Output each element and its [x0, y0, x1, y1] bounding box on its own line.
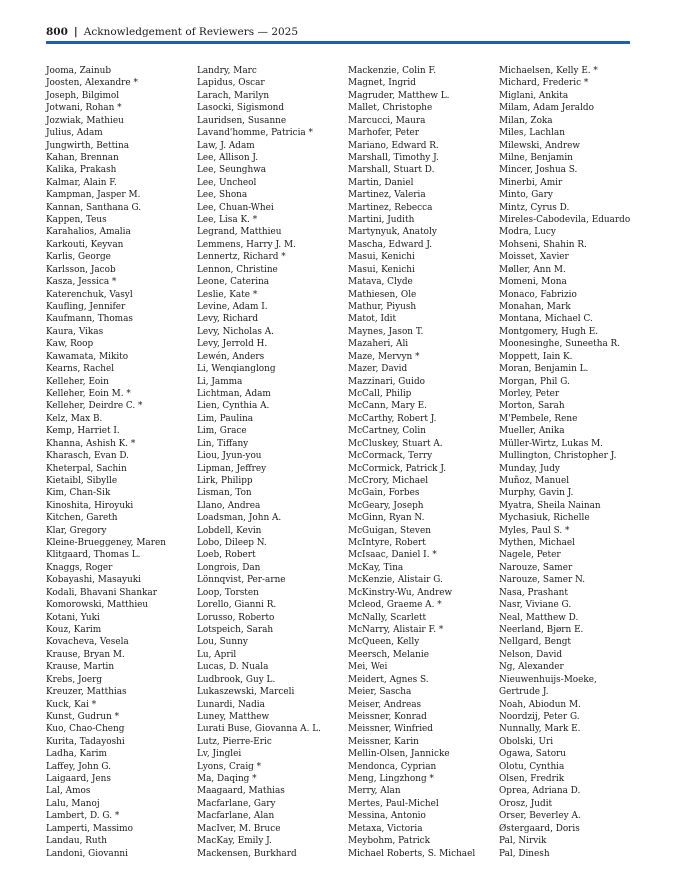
- reviewer-name: McNarry, Alistair F. *: [348, 624, 444, 635]
- reviewer-name: Mazzinari, Guido: [348, 376, 425, 387]
- reviewer-name: Maynes, Jason T.: [348, 326, 424, 337]
- reviewer-name: Lin, Tiffany: [197, 438, 249, 449]
- reviewer-name: Kampman, Jasper M.: [46, 190, 141, 201]
- reviewer-name: Lichtman, Adam: [197, 388, 271, 399]
- reviewer-name: Minto, Gary: [499, 190, 553, 201]
- reviewer-name: Michard, Frederic *: [499, 78, 589, 89]
- reviewer-name: Law, J. Adam: [197, 140, 255, 151]
- reviewer-name: Macfarlane, Alan: [197, 811, 275, 822]
- reviewer-name: Mincer, Joshua S.: [499, 165, 578, 176]
- reviewer-name: Milewski, Andrew: [499, 140, 580, 151]
- reviewer-name: Muñoz, Manuel: [499, 475, 570, 486]
- reviewer-name: Murphy, Gavin J.: [499, 488, 574, 499]
- reviewer-name: Momeni, Mona: [499, 277, 567, 288]
- reviewer-name: Lobo, Dileep N.: [197, 538, 267, 549]
- reviewer-name: Michaelsen, Kelly E. *: [499, 66, 598, 76]
- reviewer-name: Loeb, Robert: [197, 550, 256, 561]
- header-rule: [46, 41, 630, 44]
- reviewer-name: Lasocki, Sigismond: [197, 103, 285, 114]
- reviewer-name: Krause, Martin: [46, 662, 115, 673]
- reviewer-name: Kemp, Harriet I.: [46, 426, 120, 437]
- reviewer-name: Kovacheva, Vesela: [46, 637, 129, 648]
- reviewer-name: McGeary, Joseph: [348, 500, 424, 511]
- reviewer-name: Kaw, Roop: [46, 339, 94, 350]
- reviewer-name: McGain, Forbes: [348, 488, 420, 499]
- reviewer-name: Ng, Alexander: [499, 662, 564, 673]
- reviewer-name: Kodali, Bhavani Shankar: [46, 587, 157, 598]
- reviewer-name: Mathur, Piyush: [348, 302, 417, 313]
- reviewer-name: Llano, Andrea: [197, 500, 261, 511]
- reviewer-name: Kaufmann, Thomas: [46, 314, 133, 325]
- reviewer-name: Lee, Shona: [197, 190, 248, 201]
- reviewer-name: Myatra, Sheila Nainan: [499, 500, 601, 511]
- running-header: [46, 23, 630, 41]
- reviewer-name: Meersch, Melanie: [348, 649, 429, 660]
- reviewer-name: Jotwani, Rohan *: [46, 103, 122, 114]
- reviewer-name: Moran, Benjamin L.: [499, 364, 589, 375]
- reviewer-name: Minerbi, Amir: [499, 177, 563, 188]
- reviewer-name: Kappen, Teus: [46, 215, 107, 226]
- reviewer-name: Moonesinghe, Suneetha R.: [499, 339, 621, 350]
- reviewer-name: Nagele, Peter: [499, 550, 561, 561]
- reviewer-name: Morgan, Phil G.: [499, 376, 570, 387]
- reviewer-name: Meissner, Winfried: [348, 724, 433, 735]
- reviewer-name: Kurita, Tadayoshi: [46, 736, 125, 747]
- reviewer-name: McQueen, Kelly: [348, 637, 420, 648]
- reviewer-name: Mariano, Edward R.: [348, 140, 439, 151]
- reviewer-name: Miglani, Ankita: [499, 90, 569, 101]
- reviewer-name: Mireles-Cabodevila, Eduardo: [499, 215, 631, 226]
- reviewer-name: Katerenchuk, Vasyl: [46, 289, 133, 300]
- reviewer-name: Milne, Benjamin: [499, 152, 573, 163]
- reviewer-name: Mertes, Paul-Michel: [348, 798, 439, 809]
- page-number: 800: [46, 26, 68, 38]
- reviewer-name: McCartney, Colin: [348, 426, 426, 437]
- reviewer-name: Lavand'homme, Patricia *: [197, 128, 313, 139]
- reviewer-name: Nasa, Prashant: [499, 587, 568, 598]
- reviewer-column-2: [197, 65, 349, 860]
- reviewer-name: Mythen, Michael: [499, 538, 575, 549]
- reviewer-name: Landry, Marc: [197, 66, 257, 76]
- reviewer-name: Olsen, Fredrik: [499, 774, 565, 785]
- reviewer-name: Komorowski, Matthieu: [46, 600, 149, 611]
- reviewer-name: Lee, Chuan-Whei: [197, 202, 274, 213]
- header-separator: |: [73, 26, 78, 38]
- reviewer-name: Li, Jamma: [197, 376, 243, 387]
- reviewer-name: Meier, Sascha: [348, 687, 412, 698]
- reviewer-name: Leone, Caterina: [197, 277, 270, 288]
- reviewer-name: McKinstry-Wu, Andrew: [348, 587, 453, 598]
- reviewer-name: McCall, Philip: [348, 388, 412, 399]
- reviewer-name: McCormack, Terry: [348, 451, 433, 462]
- reviewer-name: Mullington, Christopher J.: [499, 451, 617, 462]
- reviewer-name: Martinez, Valeria: [348, 190, 426, 201]
- reviewer-name: Lorello, Gianni R.: [197, 600, 277, 611]
- reviewer-name: Lien, Cynthia A.: [197, 401, 270, 412]
- reviewer-name: Meidert, Agnes S.: [348, 674, 429, 685]
- reviewer-name: McIntyre, Robert: [348, 538, 426, 549]
- reviewer-name: Magnet, Ingrid: [348, 78, 416, 89]
- reviewer-name: Jooma, Zainub: [46, 66, 112, 76]
- reviewer-name: Nieuwenhuijs-Moeke,: [499, 674, 597, 685]
- reviewer-name: Noah, Abiodun M.: [499, 699, 581, 710]
- reviewer-name: M'Pembele, Rene: [499, 413, 578, 424]
- reviewer-name: Mathiesen, Ole: [348, 289, 417, 300]
- reviewer-name: Lee, Allison J.: [197, 152, 259, 163]
- reviewer-name: Mcleod, Graeme A. *: [348, 600, 442, 611]
- reviewer-name: Mallet, Christophe: [348, 103, 433, 114]
- reviewer-name: Lapidus, Oscar: [197, 78, 265, 89]
- reviewer-columns: [46, 65, 646, 875]
- reviewer-name: Milam, Adam Jeraldo: [499, 103, 594, 114]
- reviewer-name: Klar, Gregory: [46, 525, 107, 536]
- reviewer-name: Kietaibl, Sibylle: [46, 475, 118, 486]
- reviewer-name: Karlsson, Jacob: [46, 264, 116, 275]
- reviewer-name: Lönnqvist, Per-arne: [197, 575, 286, 586]
- reviewer-name: Kalika, Prakash: [46, 165, 117, 176]
- reviewer-name: Masui, Kenichi: [348, 252, 415, 263]
- reviewer-name: Landoni, Giovanni: [46, 848, 128, 859]
- reviewer-name: Lal, Amos: [46, 786, 91, 797]
- reviewer-name: Legrand, Matthieu: [197, 227, 282, 238]
- reviewer-name: Moppett, Iain K.: [499, 351, 573, 362]
- reviewer-name: Kunst, Gudrun *: [46, 711, 120, 722]
- reviewer-name: Monahan, Mark: [499, 302, 571, 313]
- reviewer-name: Lyons, Craig *: [197, 761, 262, 772]
- reviewer-name: Milan, Zoka: [499, 115, 553, 126]
- reviewer-name: Narouze, Samer N.: [499, 575, 586, 586]
- reviewer-name: Mei, Wei: [348, 662, 388, 673]
- reviewer-name: Lennon, Christine: [197, 264, 278, 275]
- reviewer-name: McGinn, Ryan N.: [348, 513, 425, 524]
- reviewer-name: Miles, Lachlan: [499, 128, 565, 139]
- reviewer-name: Martinez, Rebecca: [348, 202, 433, 213]
- reviewer-name: Lucas, D. Nuala: [197, 662, 269, 673]
- reviewer-name: Marshall, Timothy J.: [348, 152, 439, 163]
- reviewer-name: Kuck, Kai *: [46, 699, 97, 710]
- reviewer-name: Kheterpal, Sachin: [46, 463, 127, 474]
- reviewer-name: Kleine-Brueggeney, Maren: [46, 538, 166, 549]
- reviewer-name: Loadsman, John A.: [197, 513, 282, 524]
- reviewer-name: Kaufling, Jennifer: [46, 302, 126, 313]
- reviewer-name: McCrory, Michael: [348, 475, 429, 486]
- reviewer-name: Nasr, Viviane G.: [499, 600, 572, 611]
- reviewer-name: Lorusso, Roberto: [197, 612, 275, 623]
- reviewer-name: Narouze, Samer: [499, 562, 573, 573]
- reviewer-name: Lambert, D. G. *: [46, 811, 120, 822]
- reviewer-name: Orosz, Judit: [499, 798, 553, 809]
- reviewer-name: Kuo, Chao-Cheng: [46, 724, 125, 735]
- reviewer-name: Myles, Paul S. *: [499, 525, 570, 536]
- reviewer-name: Merry, Alan: [348, 786, 401, 797]
- reviewer-name: Lurati Buse, Giovanna A. L.: [197, 724, 321, 735]
- reviewer-name: Ladha, Karim: [46, 749, 107, 760]
- reviewer-name: Magruder, Matthew L.: [348, 90, 450, 101]
- reviewer-name: Levy, Nicholas A.: [197, 326, 275, 337]
- reviewer-name: Kawamata, Mikito: [46, 351, 129, 362]
- reviewer-name: Kouz, Karim: [46, 624, 102, 635]
- reviewer-name: Neerland, Bjørn E.: [499, 624, 584, 635]
- reviewer-name: Ogawa, Satoru: [499, 749, 567, 760]
- reviewer-name: McCarthy, Robert J.: [348, 413, 437, 424]
- reviewer-name: Metaxa, Victoria: [348, 823, 423, 834]
- reviewer-name: Lunardi, Nadia: [197, 699, 265, 710]
- reviewer-name: McKenzie, Alistair G.: [348, 575, 443, 586]
- reviewer-name: Meybohm, Patrick: [348, 836, 431, 847]
- reviewer-name: Messina, Antonio: [348, 811, 426, 822]
- header-title: Acknowledgement of Reviewers — 2025: [83, 26, 299, 38]
- reviewer-name: Liou, Jyun-you: [197, 451, 262, 462]
- reviewer-column-3: [348, 65, 500, 860]
- reviewer-name: Levy, Richard: [197, 314, 259, 325]
- reviewer-name: Moisset, Xavier: [499, 252, 569, 263]
- reviewer-name: McCann, Mary E.: [348, 401, 427, 412]
- reviewer-name: Kannan, Santhana G.: [46, 202, 142, 213]
- reviewer-name: Lim, Paulina: [197, 413, 254, 424]
- reviewer-name: Levy, Jerrold H.: [197, 339, 268, 350]
- reviewer-name: Montgomery, Hugh E.: [499, 326, 599, 337]
- reviewer-name: Karlis, George: [46, 252, 111, 263]
- reviewer-name: Julius, Adam: [46, 128, 103, 139]
- reviewer-name: Montana, Michael C.: [499, 314, 593, 325]
- reviewer-name: Obolski, Uri: [499, 736, 554, 747]
- reviewer-name: Lobdell, Kevin: [197, 525, 262, 536]
- reviewer-name: McCormick, Patrick J.: [348, 463, 447, 474]
- reviewer-name: Lu, April: [197, 649, 237, 660]
- reviewer-name: Mueller, Anika: [499, 426, 565, 437]
- reviewer-name: Lennertz, Richard *: [197, 252, 286, 263]
- reviewer-name: Marhofer, Peter: [348, 128, 420, 139]
- reviewer-name: Lee, Lisa K. *: [197, 215, 258, 226]
- reviewer-name: Lalu, Manoj: [46, 798, 100, 809]
- reviewer-name: Martini, Judith: [348, 215, 415, 226]
- reviewer-name: Lee, Uncheol: [197, 177, 257, 188]
- reviewer-name: Nunnally, Mark E.: [499, 724, 581, 735]
- reviewer-name: Michael Roberts, S. Michael: [348, 848, 476, 859]
- reviewer-name: Khanna, Ashish K. *: [46, 438, 136, 449]
- reviewer-name: Levine, Adam I.: [197, 302, 268, 313]
- reviewer-name: Meissner, Konrad: [348, 711, 427, 722]
- reviewer-name: Kaura, Vikas: [46, 326, 104, 337]
- reviewer-name: Lamperti, Massimo: [46, 823, 133, 834]
- reviewer-name: Mackensen, Burkhard: [197, 848, 297, 859]
- reviewer-name: Laffey, John G.: [46, 761, 111, 772]
- reviewer-name: Matava, Clyde: [348, 277, 413, 288]
- reviewer-name: Nellgard, Bengt: [499, 637, 571, 648]
- reviewer-name: Morton, Sarah: [499, 401, 565, 412]
- reviewer-name: Orser, Beverley A.: [499, 811, 581, 822]
- reviewer-name: Marcucci, Maura: [348, 115, 426, 126]
- reviewer-name: Ma, Daqing *: [197, 774, 257, 785]
- reviewer-name: Kahan, Brennan: [46, 152, 119, 163]
- reviewer-name: Ludbrook, Guy L.: [197, 674, 276, 685]
- reviewer-name: Møller, Ann M.: [499, 264, 566, 275]
- reviewer-name: MacKay, Emily J.: [197, 836, 272, 847]
- reviewer-name: Joseph, Bilgimol: [46, 90, 120, 101]
- reviewer-name: Maagaard, Mathias: [197, 786, 285, 797]
- reviewer-name: Krause, Bryan M.: [46, 649, 125, 660]
- reviewer-name: Li, Wenqianglong: [197, 364, 276, 375]
- reviewer-name: Kobayashi, Masayuki: [46, 575, 141, 586]
- reviewer-name: Kelleher, Deirdre C. *: [46, 401, 143, 412]
- reviewer-name: Maze, Mervyn *: [348, 351, 420, 362]
- reviewer-name: Lemmens, Harry J. M.: [197, 239, 296, 250]
- reviewer-name: Krebs, Joerg: [46, 674, 103, 685]
- reviewer-column-4: [499, 65, 651, 860]
- reviewer-name: Pal, Dinesh: [499, 848, 550, 859]
- reviewer-column-1: [46, 65, 198, 860]
- reviewer-name: Lewén, Anders: [197, 351, 265, 362]
- reviewer-name: Martynyuk, Anatoly: [348, 227, 437, 238]
- reviewer-name: Mintz, Cyrus D.: [499, 202, 570, 213]
- reviewer-name: Loop, Torsten: [197, 587, 259, 598]
- reviewer-name: Mazer, David: [348, 364, 408, 375]
- reviewer-name: Meiser, Andreas: [348, 699, 422, 710]
- reviewer-name: Pal, Nirvik: [499, 836, 547, 847]
- reviewer-name: Kotani, Yuki: [46, 612, 100, 623]
- reviewer-name: Meissner, Karin: [348, 736, 419, 747]
- reviewer-name: Macfarlane, Gary: [197, 798, 276, 809]
- reviewer-name: Neal, Matthew D.: [499, 612, 579, 623]
- reviewer-name: Mohseni, Shahin R.: [499, 239, 587, 250]
- reviewer-name: Karkouti, Keyvan: [46, 239, 124, 250]
- reviewer-name: Mellin-Olsen, Jannicke: [348, 749, 450, 760]
- reviewer-name: Joosten, Alexandre *: [46, 78, 138, 89]
- reviewer-name: Østergaard, Doris: [499, 823, 580, 834]
- reviewer-name: Monaco, Fabrizio: [499, 289, 577, 300]
- reviewer-name: Mackenzie, Colin F.: [348, 66, 437, 76]
- reviewer-name: Longrois, Dan: [197, 562, 261, 573]
- reviewer-name: Lv, Jinglei: [197, 749, 242, 760]
- reviewer-name: Gertrude J.: [499, 687, 549, 698]
- reviewer-name: Lee, Seunghwa: [197, 165, 267, 176]
- reviewer-name: Oprea, Adriana D.: [499, 786, 581, 797]
- reviewer-name: Leslie, Kate *: [197, 289, 258, 300]
- reviewer-name: Mascha, Edward J.: [348, 239, 433, 250]
- reviewer-name: Mychasiuk, Richelle: [499, 513, 590, 524]
- reviewer-name: Jungwirth, Bettina: [46, 140, 130, 151]
- reviewer-name: Noordzij, Peter G.: [499, 711, 580, 722]
- reviewer-name: Modra, Lucy: [499, 227, 556, 238]
- reviewer-name: MacIver, M. Bruce: [197, 823, 281, 834]
- reviewer-name: Kim, Chan-Sik: [46, 488, 111, 499]
- reviewer-name: Lou, Sunny: [197, 637, 248, 648]
- reviewer-name: McCluskey, Stuart A.: [348, 438, 443, 449]
- reviewer-name: Kharasch, Evan D.: [46, 451, 129, 462]
- reviewer-name: Mendonca, Cyprian: [348, 761, 437, 772]
- reviewer-name: Klitgaard, Thomas L.: [46, 550, 141, 561]
- reviewer-name: Kasza, Jessica *: [46, 277, 117, 288]
- reviewer-name: Jozwiak, Mathieu: [46, 115, 124, 126]
- reviewer-name: McKay, Tina: [348, 562, 404, 573]
- reviewer-name: Lauridsen, Susanne: [197, 115, 287, 126]
- reviewer-name: Kalmar, Alain F.: [46, 177, 117, 188]
- reviewer-name: Matot, Idit: [348, 314, 397, 325]
- reviewer-name: Kelleher, Eoin M. *: [46, 388, 131, 399]
- reviewer-name: Meng, Lingzhong *: [348, 774, 434, 785]
- reviewer-name: Kitchen, Gareth: [46, 513, 118, 524]
- reviewer-name: Nelson, David: [499, 649, 563, 660]
- reviewer-name: Marshall, Stuart D.: [348, 165, 435, 176]
- reviewer-name: Mazaheri, Ali: [348, 339, 409, 350]
- reviewer-name: Landau, Ruth: [46, 836, 107, 847]
- reviewer-name: McIsaac, Daniel I. *: [348, 550, 437, 561]
- reviewer-name: Lim, Grace: [197, 426, 247, 437]
- reviewer-name: Lipman, Jeffrey: [197, 463, 267, 474]
- reviewer-name: McNally, Scarlett: [348, 612, 427, 623]
- reviewer-name: Lukaszewski, Marceli: [197, 687, 295, 698]
- reviewer-name: Martin, Daniel: [348, 177, 414, 188]
- reviewer-name: Larach, Marilyn: [197, 90, 270, 101]
- reviewer-name: Lisman, Ton: [197, 488, 252, 499]
- reviewer-name: Masui, Kenichi: [348, 264, 415, 275]
- reviewer-name: McGuigan, Steven: [348, 525, 431, 536]
- reviewer-name: Luney, Matthew: [197, 711, 270, 722]
- reviewer-name: Müller-Wirtz, Lukas M.: [499, 438, 603, 449]
- reviewer-name: Knaggs, Roger: [46, 562, 113, 573]
- reviewer-name: Kelz, Max B.: [46, 413, 103, 424]
- reviewer-name: Karahalios, Amalia: [46, 227, 131, 238]
- reviewer-name: Kinoshita, Hiroyuki: [46, 500, 134, 511]
- reviewer-name: Laigaard, Jens: [46, 774, 111, 785]
- reviewer-name: Lutz, Pierre-Eric: [197, 736, 272, 747]
- reviewer-name: Morley, Peter: [499, 388, 560, 399]
- reviewer-name: Lirk, Philipp: [197, 475, 253, 486]
- reviewer-name: Lotspeich, Sarah: [197, 624, 274, 635]
- reviewer-name: Kelleher, Eoin: [46, 376, 109, 387]
- reviewer-name: Munday, Judy: [499, 463, 560, 474]
- reviewer-name: Kreuzer, Matthias: [46, 687, 127, 698]
- reviewer-name: Kearns, Rachel: [46, 364, 115, 375]
- reviewer-name: Olotu, Cynthia: [499, 761, 565, 772]
